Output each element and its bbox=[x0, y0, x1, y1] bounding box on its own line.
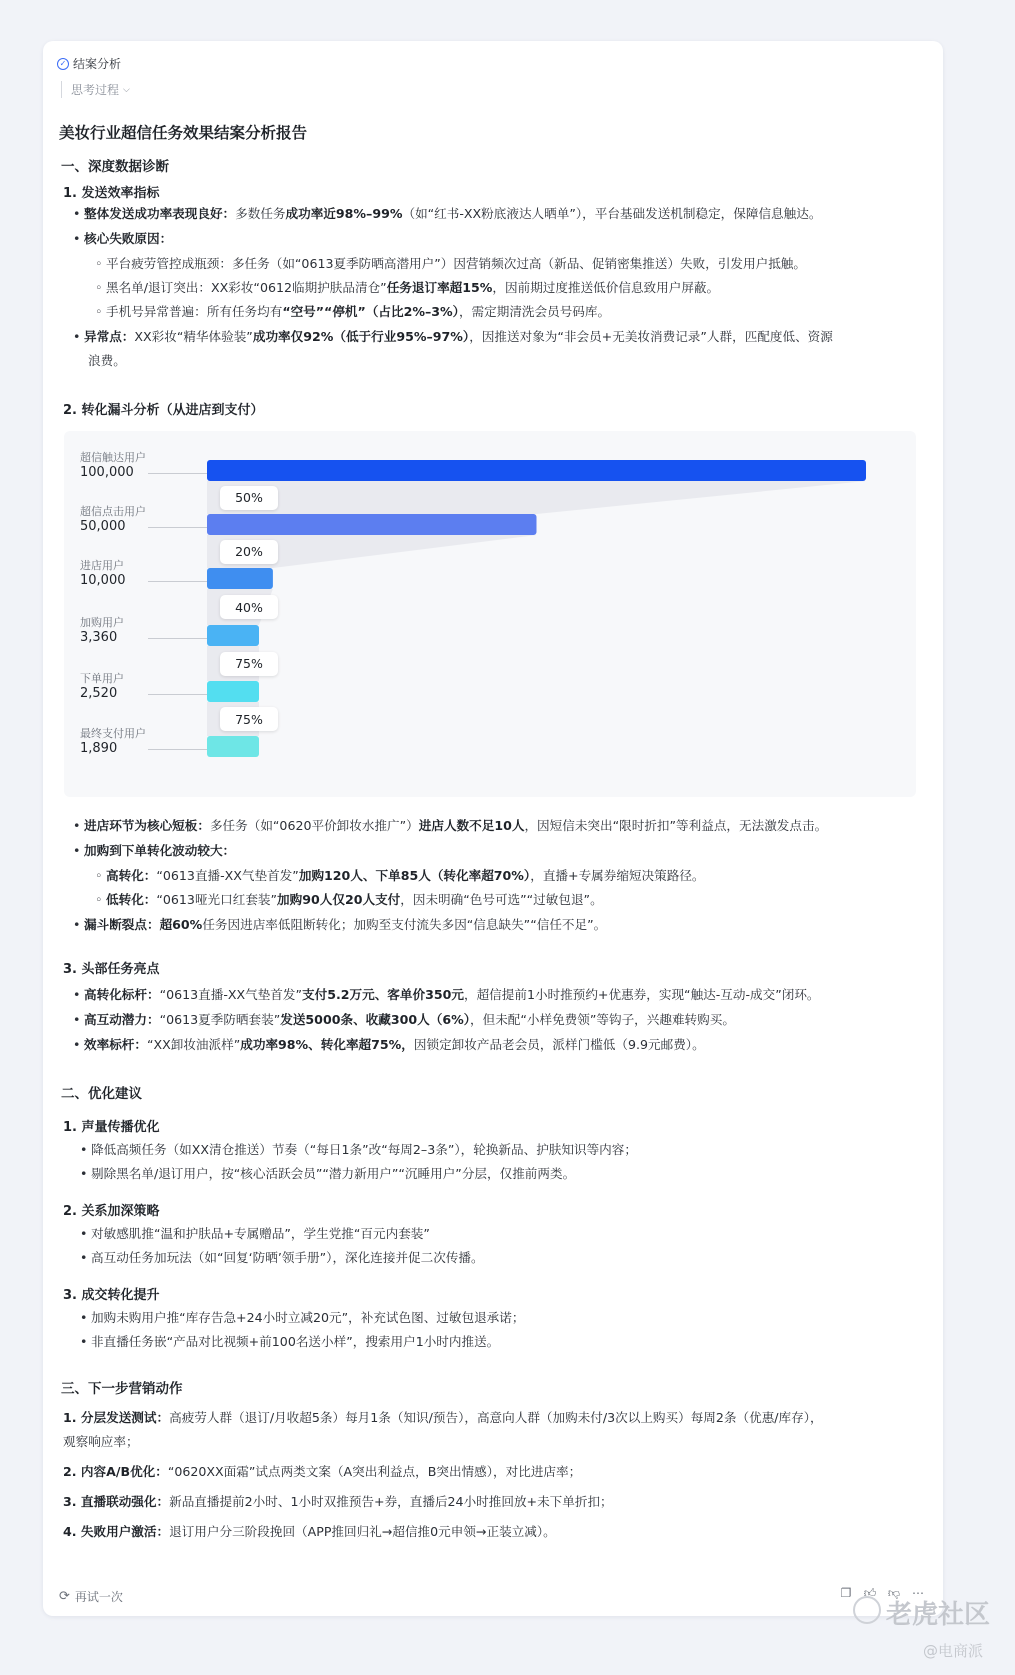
copy-icon[interactable]: ❐ bbox=[840, 1586, 852, 1600]
funnel-conversion-badge: 40% bbox=[220, 595, 278, 619]
funnel-stage-value: 3,360 bbox=[80, 630, 118, 645]
funnel-stage-value: 10,000 bbox=[80, 573, 126, 588]
list-item: ◦ 手机号异常普遍：所有任务均有“空号”“停机”（占比2%–3%），需定期清洗会员号码库。 bbox=[106, 302, 610, 322]
funnel-chart bbox=[64, 431, 916, 797]
section-heading: 三、下一步营销动作 bbox=[61, 1381, 183, 1397]
list-item: • 高转化标杆：“0613直播-XX气垫首发”支付5.2万元、客单价350元，超信提前1小时推预约+优惠券，实现“触达-互动-成交”闭环。 bbox=[84, 985, 820, 1005]
thumbs-up-icon[interactable]: 👍︎ bbox=[863, 1585, 877, 1600]
funnel-bar bbox=[207, 514, 537, 535]
funnel-stage-label: 下单用户 bbox=[80, 672, 124, 685]
more-icon[interactable]: ⋯ bbox=[912, 1586, 924, 1600]
retry-button[interactable] bbox=[59, 1588, 123, 1605]
subsection-heading: 1. 声量传播优化 bbox=[63, 1120, 160, 1135]
list-item: • 加购到下单转化波动较大： bbox=[84, 841, 235, 861]
agent-header bbox=[57, 55, 121, 72]
list-item: • 降低高频任务（如XX清仓推送）节奏（“每日1条”改“每周2–3条”），轮换新品、护肤知识等内容； bbox=[91, 1140, 637, 1160]
list-item: 4. 失败用户激活：退订用户分三阶段挽回（APP推回归礼→超信推0元申领→正装立减）。 bbox=[63, 1524, 556, 1539]
list-item: 3. 直播联动强化：新品直播提前2小时、1小时双推预告+券，直播后24小时推回放+未下单折扣； bbox=[63, 1494, 613, 1509]
list-item: • 非直播任务嵌“产品对比视频+前100名送小样”，搜索用户1小时内推送。 bbox=[91, 1332, 499, 1352]
funnel-stage-label: 加购用户 bbox=[80, 616, 124, 629]
funnel-bar bbox=[207, 681, 259, 702]
check-circle-icon: ✓ bbox=[57, 58, 69, 70]
subsection-heading: 1. 发送效率指标 bbox=[63, 186, 160, 201]
thinking-label: 思考过程 bbox=[71, 83, 120, 97]
list-item: • 效率标杆：“XX卸妆油派样”成功率98%、转化率超75%，因锁定卸妆产品老会员，派样门槛低（9.9元邮费）。 bbox=[84, 1035, 705, 1055]
thumbs-down-icon[interactable]: 👎︎ bbox=[887, 1585, 901, 1600]
list-item: 2. 内容A/B优化：“0620XX面霜”试点两类文案（A突出利益点，B突出情感），对比进店率； bbox=[63, 1464, 582, 1479]
subsection-heading: 3. 头部任务亮点 bbox=[63, 962, 160, 977]
funnel-stage-value: 50,000 bbox=[80, 519, 126, 534]
list-item: ◦ 平台疲劳管控成瓶颈：多任务（如“0613夏季防晒高潜用户”）因营销频次过高（新品、促销密集推送）失败，引发用户抵触。 bbox=[106, 254, 806, 274]
funnel-conversion-badge: 75% bbox=[220, 707, 278, 731]
funnel-stage-label: 超信点击用户 bbox=[80, 505, 146, 518]
funnel-bar bbox=[207, 736, 259, 757]
subsection-heading: 2. 关系加深策略 bbox=[63, 1204, 160, 1219]
list-item: • 高互动任务加玩法（如“回复‘防晒’领手册”），深化连接并促二次传播。 bbox=[91, 1248, 484, 1268]
list-item: • 异常点：XX彩妆“精华体验装”成功率仅92%（低于行业95%–97%），因推送对象为“非会员+无美妆消费记录”人群，匹配度低、资源 bbox=[84, 327, 833, 347]
section-heading: 二、优化建议 bbox=[61, 1086, 142, 1102]
list-item: • 核心失败原因： bbox=[84, 229, 172, 249]
list-item: • 剔除黑名单/退订用户，按“核心活跃会员”“潜力新用户”“沉睡用户”分层，仅推前两类。 bbox=[91, 1164, 575, 1184]
subsection-heading: 3. 成交转化提升 bbox=[63, 1288, 160, 1303]
funnel-stage-label: 进店用户 bbox=[80, 559, 124, 572]
report-title: 美妆行业超信任务效果结案分析报告 bbox=[59, 124, 308, 142]
list-item: • 整体发送成功率表现良好：多数任务成功率近98%–99%（如“红书-XX粉底液达人晒单”），平台基础发送机制稳定，保障信息触达。 bbox=[84, 204, 821, 224]
subsection-heading: 2. 转化漏斗分析（从进店到支付） bbox=[63, 403, 264, 418]
funnel-bar bbox=[207, 460, 866, 481]
refresh-icon: ⟳ bbox=[59, 1589, 70, 1604]
list-item: • 进店环节为核心短板：多任务（如“0620平价卸妆水推广”）进店人数不足10人，因短信未突出“限时折扣”等利益点，无法激发点击。 bbox=[84, 816, 827, 836]
list-item: ◦ 黑名单/退订突出：XX彩妆“0612临期护肤品清仓”任务退订率超15%，因前期过度推送低价信息致用户屏蔽。 bbox=[106, 278, 719, 298]
chevron-down-icon: ⌵ bbox=[123, 84, 130, 95]
watermark-subtext: @电商派 bbox=[923, 1642, 984, 1660]
funnel-stage-value: 2,520 bbox=[80, 686, 118, 701]
funnel-stage-label: 最终支付用户 bbox=[80, 727, 146, 740]
thinking-toggle[interactable] bbox=[61, 81, 130, 98]
funnel-svg bbox=[64, 431, 916, 797]
funnel-stage-value: 1,890 bbox=[80, 741, 118, 756]
list-item: • 高互动潜力：“0613夏季防晒套装”发送5000条、收藏300人（6%），但未配“小样免费领”等钩子，兴趣难转购买。 bbox=[84, 1010, 735, 1030]
list-item: • 对敏感肌推“温和护肤品+专属赠品”，学生党推“百元内套装” bbox=[91, 1224, 430, 1244]
list-item: • 漏斗断裂点：超60%任务因进店率低阻断转化；加购至支付流失多因“信息缺失”“信任不足”。 bbox=[84, 915, 606, 935]
watermark-text: 老虎社区 bbox=[886, 1600, 991, 1630]
list-item: ◦ 高转化：“0613直播-XX气垫首发”加购120人、下单85人（转化率超70%），直播+专属券缩短决策路径。 bbox=[106, 866, 705, 886]
list-item-continuation: 观察响应率； bbox=[63, 1434, 139, 1449]
funnel-stage-label: 超信触达用户 bbox=[80, 451, 146, 464]
list-item: ◦ 低转化：“0613哑光口红套装”加购90人仅20人支付，因未明确“色号可选”“过敏包退”。 bbox=[106, 890, 603, 910]
agent-name: 结案分析 bbox=[73, 57, 122, 71]
list-item-continuation: 浪费。 bbox=[88, 353, 126, 368]
chat-message-card bbox=[43, 41, 943, 1616]
funnel-conversion-badge: 50% bbox=[220, 486, 278, 510]
funnel-stage-value: 100,000 bbox=[80, 465, 134, 480]
section-heading: 一、深度数据诊断 bbox=[61, 159, 169, 175]
retry-label: 再试一次 bbox=[74, 1590, 123, 1604]
list-item: 1. 分层发送测试：高疲劳人群（退订/月收超5条）每月1条（知识/预告），高意向人群（加购未付/3次以上购买）每周2条（优惠/库存）， bbox=[63, 1410, 823, 1425]
list-item: • 加购未购用户推“库存告急+24小时立减20元”，补充试色图、过敏包退承诺； bbox=[91, 1308, 524, 1328]
funnel-conversion-badge: 20% bbox=[220, 540, 278, 564]
funnel-connector bbox=[207, 481, 866, 514]
funnel-conversion-badge: 75% bbox=[220, 652, 278, 676]
funnel-bar bbox=[207, 568, 273, 589]
funnel-bar bbox=[207, 625, 259, 646]
